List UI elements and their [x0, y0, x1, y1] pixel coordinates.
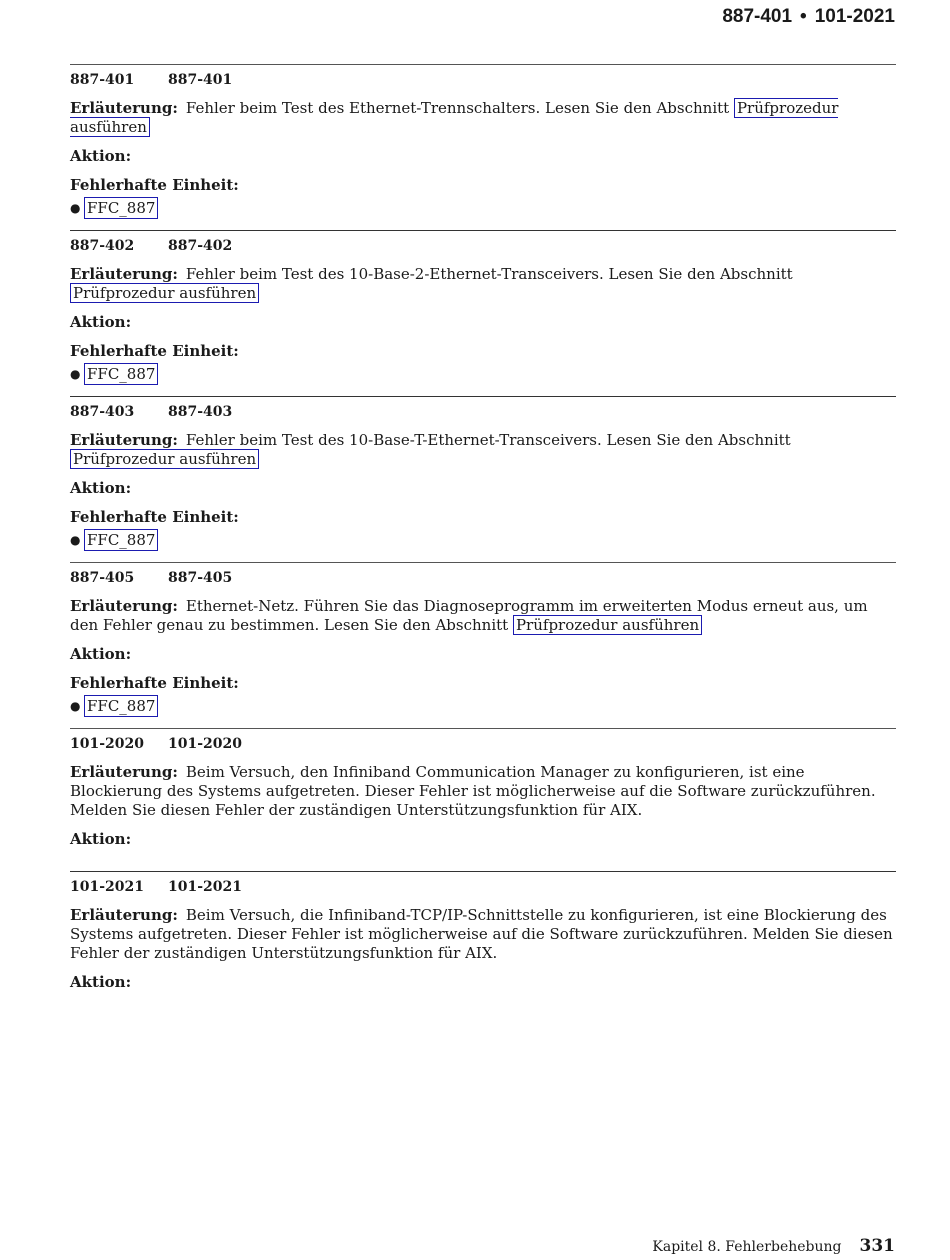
explanation-paragraph [70, 763, 896, 820]
error-code: 887-403 [70, 404, 135, 420]
error-code: 887-402 [70, 238, 135, 254]
explanation-text: Beim Versuch, den Infiniband Communication Manager zu konfigurieren, ist eine Blockierung des Systems aufgetreten. Dieser Fehler ist möglicherweise auf die Software zurückzuführen. Melden Sie diesen Fehler der zuständigen Unterstützungsfunktion für AIX. [70, 763, 876, 819]
explanation-text: Beim Versuch, die Infiniband-TCP/IP-Schnittstelle zu konfigurieren, ist eine Blockierung des Systems aufgetreten. Dieser Fehler ist möglicherweise auf die Software zurückzuführen. Melden Sie diesen Fehler der zuständigen Unterstützungsfunktion für AIX. [70, 906, 893, 962]
explanation-paragraph [70, 431, 896, 469]
error-code-secondary: 101-2020 [168, 736, 242, 752]
procedure-link[interactable]: Prüfprozedur ausführen [70, 449, 259, 469]
entry-codes [70, 569, 896, 587]
bullet-icon: ● [70, 699, 81, 713]
header-right-code: 101-2021 [814, 6, 895, 27]
error-code: 887-401 [70, 72, 135, 88]
chapter-title: Kapitel 8. Fehlerbehebung [652, 1239, 842, 1255]
bullet-icon: ● [70, 533, 81, 547]
action-label: Aktion: [70, 830, 132, 848]
explanation-label: Erläuterung: [70, 265, 178, 283]
faulty-unit-label: Fehlerhafte Einheit: [70, 508, 239, 526]
error-entry-887-402 [70, 230, 896, 385]
procedure-link[interactable]: Prüfprozedur ausführen [70, 283, 259, 303]
error-code-secondary: 887-403 [168, 404, 233, 420]
error-entry-887-405 [70, 562, 896, 717]
explanation-label: Erläuterung: [70, 431, 178, 449]
action-label: Aktion: [70, 479, 132, 497]
action-label: Aktion: [70, 313, 132, 331]
faulty-unit-label: Fehlerhafte Einheit: [70, 674, 239, 692]
explanation-paragraph [70, 597, 896, 635]
document-body [70, 64, 896, 1002]
faulty-unit-label: Fehlerhafte Einheit: [70, 176, 239, 194]
explanation-paragraph [70, 906, 896, 963]
running-header [722, 6, 895, 28]
error-code-secondary: 887-405 [168, 570, 233, 586]
bullet-icon: ● [70, 367, 81, 381]
error-code: 101-2021 [70, 879, 144, 895]
explanation-paragraph [70, 99, 896, 137]
explanation-label: Erläuterung: [70, 99, 178, 117]
explanation-text: Fehler beim Test des 10-Base-2-Ethernet-Transceivers. Lesen Sie den Abschnitt [185, 265, 793, 283]
faulty-unit-label: Fehlerhafte Einheit: [70, 342, 239, 360]
fru-list-item [70, 695, 896, 717]
entry-codes [70, 237, 896, 255]
explanation-label: Erläuterung: [70, 763, 178, 781]
error-code: 887-405 [70, 570, 135, 586]
fru-link[interactable]: FFC_887 [84, 695, 158, 717]
error-entry-887-403 [70, 396, 896, 551]
header-separator: • [800, 6, 807, 27]
explanation-paragraph [70, 265, 896, 303]
error-code-secondary: 887-401 [168, 72, 233, 88]
explanation-text: Fehler beim Test des 10-Base-T-Ethernet-Transceivers. Lesen Sie den Abschnitt [185, 431, 791, 449]
explanation-label: Erläuterung: [70, 597, 178, 615]
fru-link[interactable]: FFC_887 [84, 529, 158, 551]
fru-link[interactable]: FFC_887 [84, 363, 158, 385]
procedure-link[interactable]: Prüfprozedur ausführen [513, 615, 702, 635]
fru-list-item [70, 197, 896, 219]
error-code: 101-2020 [70, 736, 144, 752]
action-label: Aktion: [70, 147, 132, 165]
fru-list-item [70, 529, 896, 551]
error-code-secondary: 101-2021 [168, 879, 242, 895]
explanation-label: Erläuterung: [70, 906, 178, 924]
action-label: Aktion: [70, 973, 132, 991]
header-left-code: 887-401 [722, 6, 793, 27]
entry-codes [70, 878, 896, 896]
page-number: 331 [859, 1236, 895, 1256]
explanation-text: Fehler beim Test des Ethernet-Trennschalters. Lesen Sie den Abschnitt [185, 99, 734, 117]
error-entry-101-2020 [70, 728, 896, 849]
entry-codes [70, 403, 896, 421]
fru-list-item [70, 363, 896, 385]
error-entry-887-401 [70, 64, 896, 219]
page-footer [652, 1236, 895, 1256]
error-entry-101-2021 [70, 871, 896, 992]
entry-codes [70, 735, 896, 753]
bullet-icon: ● [70, 201, 81, 215]
procedure-link[interactable]: Prüfprozedur ausführen [70, 99, 839, 136]
explanation-text: Ethernet-Netz. Führen Sie das Diagnoseprogramm im erweiterten Modus erneut aus, um den Fehler genau zu bestimmen. Lesen Sie den Abschnitt [70, 597, 868, 634]
error-code-secondary: 887-402 [168, 238, 233, 254]
fru-link[interactable]: FFC_887 [84, 197, 158, 219]
entry-codes [70, 71, 896, 89]
action-label: Aktion: [70, 645, 132, 663]
